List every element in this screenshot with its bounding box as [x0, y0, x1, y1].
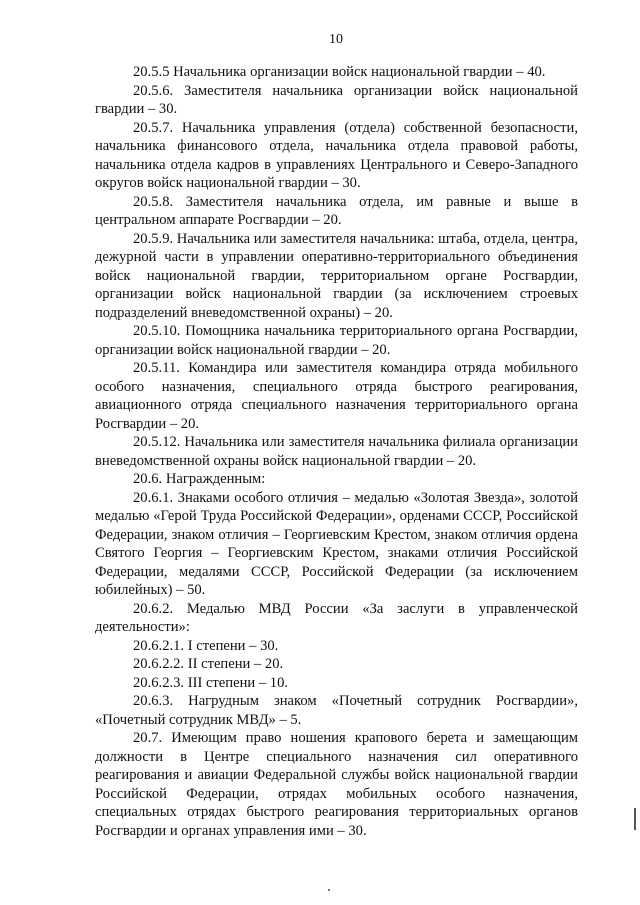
page-number: 10 [329, 32, 343, 47]
paragraph-20-6-1: 20.6.1. Знаками особого отличия – медалью «Золотая Звезда», золотой медалью «Герой Труда Российской Федерации», орденами СССР, Российской Федерации, знаком отличия – Георгиевским Крестом, знаком отличия ордена Святого Георгия – Георгиевским Крестом, знаками отличия Российской Федерации, медалями СССР, Российской Федерации (за исключением юбилейных) – 50. [95, 489, 578, 598]
paragraph-20-6-2-1: 20.6.2.1. I степени – 30. [133, 637, 279, 654]
paragraph-20-6: 20.6. Награжденным: [133, 471, 266, 487]
paragraph-20-6-2-3: 20.6.2.3. III степени – 10. [133, 674, 289, 691]
paragraph-20-5-7: 20.5.7. Начальника управления (отдела) собственной безопасности, начальника финансового отдела, начальника отдела правовой работы, начальника отдела кадров в управлениях Центрального и Северо-Западного округов войск национальной гвардии – 30. [95, 119, 578, 191]
paragraph-20-5-8: 20.5.8. Заместителя начальника отдела, им равные и выше в центральном аппарате Росгвардии – 20. [95, 193, 578, 228]
paragraph-20-5-5: 20.5.5 Начальника организации войск национальной гвардии – 40. [133, 64, 546, 80]
paragraph-20-5-12: 20.5.12. Начальника или заместителя начальника филиала организации вневедомственной охраны войск национальной гвардии – 20. [95, 434, 578, 469]
paragraph-20-5-6: 20.5.6. Заместителя начальника организации войск национальной гвардии – 30. [95, 82, 578, 117]
paragraph-20-5-10: 20.5.10. Помощника начальника территориального органа Росгвардии, организации войск национальной гвардии – 20. [95, 323, 578, 358]
scan-edge-mark [634, 808, 636, 830]
paragraph-20-7: 20.7. Имеющим право ношения крапового берета и замещающим должности в Центре специального назначения сил оперативного реагирования и авиации Федеральной службы войск национальной гвардии Российской Федерации, отрядах мобильных особого назначения, специальных отрядах быстрого реагирования территориальных органов Росгвардии и органах управления ими – 30. [95, 730, 578, 839]
paragraph-20-6-2-2: 20.6.2.2. II степени – 20. [133, 656, 284, 672]
scan-dot-mark [328, 889, 330, 891]
paragraph-20-6-2: 20.6.2. Медалью МВД России «За заслуги в управленческой деятельности»: [95, 600, 578, 635]
document-body [95, 63, 578, 840]
paragraph-20-5-11: 20.5.11. Командира или заместителя командира отряда мобильного особого назначения, специального отряда быстрого реагирования, авиационного отряда специального назначения территориального органа Росгвардии – 20. [95, 360, 578, 432]
paragraph-20-6-3: 20.6.3. Нагрудным знаком «Почетный сотрудник Росгвардии», «Почетный сотрудник МВД» – 5. [95, 693, 578, 728]
paragraph-20-5-9: 20.5.9. Начальника или заместителя начальника: штаба, отдела, центра, дежурной части в управлении оперативно-территориального объединения войск национальной гвардии, территориальном органе Росгвардии, организации войск национальной гвардии (за исключением строевых подразделений вневедомственной охраны) – 20. [95, 230, 578, 321]
